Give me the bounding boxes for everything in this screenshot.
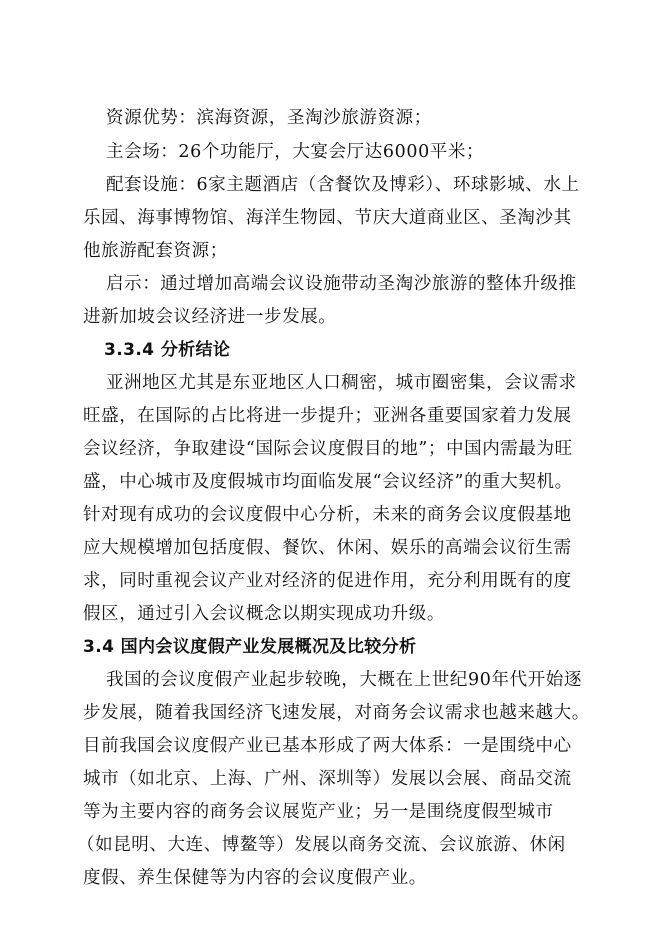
paragraph-line: 应大规模增加包括度假、餐饮、休闲、娱乐的高端会议衍生需: [83, 538, 572, 558]
paragraph-line: 乐园、海事博物馆、海洋生物园、节庆大道商业区、圣淘沙其: [83, 208, 572, 228]
paragraph-line: 进新加坡会议经济进一步发展。: [83, 307, 337, 327]
paragraph-line: 配套设施：6家主题酒店（含餐饮及博彩）、环球影城、水上: [106, 175, 580, 195]
paragraph-line: 盛，中心城市及度假城市均面临发展“会议经济”的重大契机。: [83, 472, 573, 492]
paragraph-line: 城市（如北京、上海、广州、深圳等）发展以会展、商品交流: [83, 769, 572, 789]
paragraph-line: 等为主要内容的商务会议展览产业；另一是围绕度假型城市: [83, 802, 554, 822]
paragraph-line: 度假、养生保健等为内容的会议度假产业。: [83, 868, 427, 888]
paragraph-line: 针对现有成功的会议度假中心分析，未来的商务会议度假基地: [83, 505, 572, 525]
section-heading-3-3-4: 3.3.4 分析结论: [104, 340, 231, 360]
paragraph-line: 资源优势：滨海资源，圣淘沙旅游资源；: [106, 108, 432, 128]
paragraph-line: 会议经济，争取建设“国际会议度假目的地”；中国内需最为旺: [83, 439, 573, 459]
paragraph-line: 求，同时重视会议产业对经济的促进作用，充分利用既有的度: [83, 571, 572, 591]
paragraph-line: 目前我国会议度假产业已基本形成了两大体系：一是围绕中心: [83, 736, 572, 756]
paragraph-line: 启示：通过增加高端会议设施带动圣淘沙旅游的整体升级推: [106, 274, 577, 294]
paragraph-line: 步发展，随着我国经济飞速发展，对商务会议需求也越来越大。: [83, 703, 590, 723]
paragraph-line: 假区，通过引入会议概念以期实现成功升级。: [83, 604, 445, 624]
paragraph-line: 旺盛，在国际的占比将进一步提升；亚洲各重要国家着力发展: [83, 406, 572, 426]
section-heading-3-4: 3.4 国内会议度假产业发展概况及比较分析: [83, 637, 417, 657]
paragraph-line: 他旅游配套资源；: [83, 241, 228, 261]
paragraph-line: （如昆明、大连、博鳌等）发展以商务交流、会议旅游、休闲: [77, 835, 566, 855]
paragraph-line: 主会场：26个功能厅，大宴会厅达6000平米；: [106, 142, 485, 162]
paragraph-line: 亚洲地区尤其是东亚地区人口稠密，城市圈密集，会议需求: [106, 373, 577, 393]
paragraph-line: 我国的会议度假产业起步较晚，大概在上世纪90年代开始逐: [106, 670, 582, 690]
